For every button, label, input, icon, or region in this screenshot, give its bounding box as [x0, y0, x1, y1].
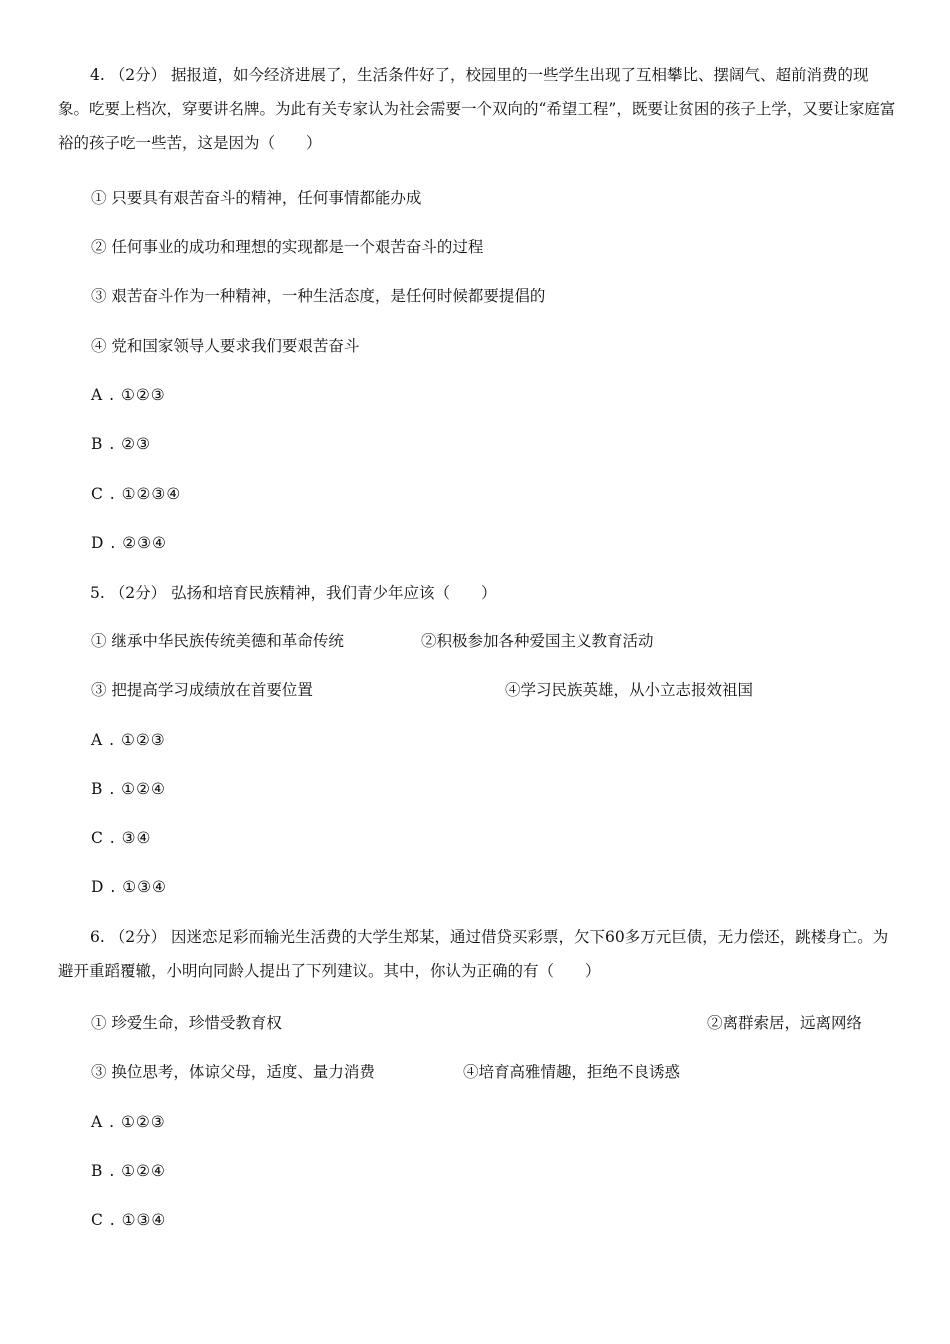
- question-4-statement-2: ② 任何事业的成功和理想的实现都是一个艰苦奋斗的过程: [91, 238, 484, 256]
- question-4-choice-d: D . ②③④: [91, 534, 167, 552]
- question-4-choice-c: C . ①②③④: [91, 485, 182, 503]
- question-4-choice-b: B . ②③: [91, 435, 151, 453]
- question-5-choice-a: A . ①②③: [91, 731, 166, 749]
- question-5-statement-1: ① 继承中华民族传统美德和革命传统: [91, 632, 344, 650]
- question-5-stem: 5. （2分） 弘扬和培育民族精神，我们青少年应该（ ）: [90, 584, 497, 602]
- question-6-choice-a: A . ①②③: [91, 1113, 166, 1131]
- question-6-statement-3: ③ 换位思考，体谅父母，适度、量力消费: [91, 1063, 375, 1081]
- question-5-statement-3: ③ 把提高学习成绩放在首要位置: [91, 681, 313, 699]
- question-4-stem: 4. （2分） 据报道，如今经济进展了，生活条件好了，校园里的一些学生出现了互相攀比、摆阔气、超前消费的现象。吃要上档次，穿要讲名牌。为此有关专家认为社会需要一个双向的“希望工程”，既要让贫困的孩子上学，又要让家庭富裕的孩子吃一些苦，这是因为（ ）: [58, 66, 896, 152]
- question-4-choice-a: A . ①②③: [91, 386, 166, 404]
- question-4-statement-3: ③ 艰苦奋斗作为一种精神，一种生活态度，是任何时候都要提倡的: [91, 287, 546, 305]
- question-6-statement-1: ① 珍爱生命，珍惜受教育权: [91, 1014, 282, 1032]
- question-6-choice-c: C . ①③④: [91, 1211, 167, 1229]
- question-5-choice-c: C . ③④: [91, 829, 152, 847]
- question-6-statement-2: ②离群索居，远离网络: [707, 1014, 863, 1032]
- question-4-statement-4: ④ 党和国家领导人要求我们要艰苦奋斗: [91, 337, 360, 355]
- question-5-choice-b: B . ①②④: [91, 780, 166, 798]
- question-4-statement-1: ① 只要具有艰苦奋斗的精神，任何事情都能办成: [91, 189, 422, 207]
- question-5-statement-2: ②积极参加各种爱国主义教育活动: [421, 632, 654, 650]
- question-5-choice-d: D . ①③④: [91, 878, 167, 896]
- question-5-statement-4: ④学习民族英雄，从小立志报效祖国: [505, 681, 754, 699]
- question-6-choice-b: B . ①②④: [91, 1162, 166, 1180]
- question-6-statement-4: ④培育高雅情趣，拒绝不良诱惑: [463, 1063, 681, 1081]
- question-6-stem: 6. （2分） 因迷恋足彩而输光生活费的大学生郑某，通过借贷买彩票，欠下60多万元巨债，无力偿还，跳楼身亡。为避开重蹈覆辙，小明向同龄人提出了下列建议。其中，你认为正确的有（ ）: [58, 928, 889, 980]
